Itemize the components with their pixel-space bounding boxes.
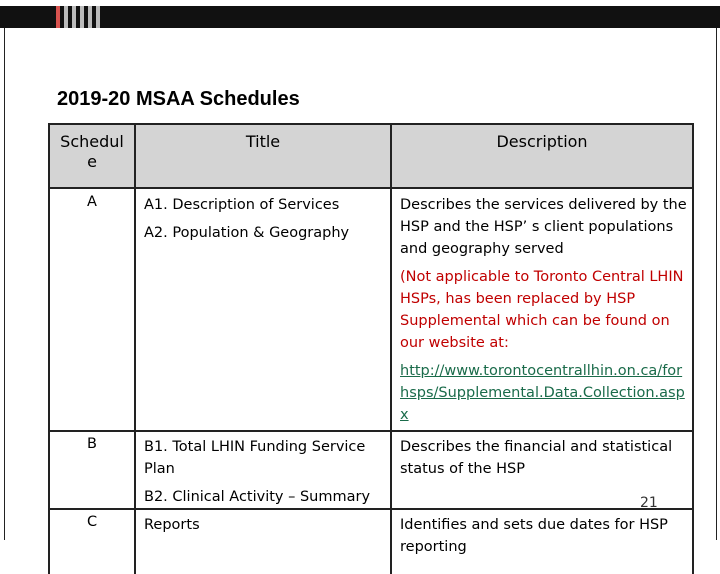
title-line: A1. Description of Services — [144, 197, 340, 213]
top-banner — [0, 0, 720, 28]
header-description: Description — [391, 124, 693, 188]
table-row — [49, 509, 693, 574]
slide-title: 2019-20 MSAA Schedules — [57, 88, 300, 110]
banner-bar — [0, 6, 720, 28]
description-text: Describes the financial and statistical status of the HSP — [400, 439, 673, 477]
stripe — [72, 6, 76, 28]
page-number: 21 — [640, 495, 658, 511]
left-rule — [4, 28, 5, 540]
title-cell — [135, 431, 391, 509]
title-line: Reports — [144, 517, 200, 533]
title-line: B2. Clinical Activity – Summary — [144, 489, 371, 505]
header-title: Title — [135, 124, 391, 188]
description-cell — [391, 188, 693, 431]
schedule-cell: B — [49, 431, 135, 509]
schedules-table — [48, 123, 694, 574]
schedule-cell: A — [49, 188, 135, 431]
title-line: B1. Total LHIN Funding Service Plan — [144, 439, 366, 477]
stripe — [64, 6, 68, 28]
description-text: Describes the services delivered by the HSP and the HSP’ s client populations and geography served — [400, 197, 687, 257]
description-cell — [391, 509, 693, 574]
stripe — [96, 6, 100, 28]
stripe — [56, 6, 60, 28]
stripe — [88, 6, 92, 28]
title-cell — [135, 509, 391, 574]
table-row — [49, 188, 693, 431]
table-row — [49, 431, 693, 509]
supplemental-data-link[interactable]: http://www.torontocentrallhin.on.ca/forhsps/Supplemental.Data.Collection.aspx — [400, 363, 685, 423]
banner-stripes — [56, 6, 100, 28]
schedule-cell: C — [49, 509, 135, 574]
stripe — [80, 6, 84, 28]
title-cell — [135, 188, 391, 431]
header-schedule: Schedul e — [49, 124, 135, 188]
description-text: Identifies and sets due dates for HSP reporting — [400, 517, 668, 555]
table-header-row — [49, 124, 693, 188]
right-rule — [716, 28, 717, 540]
note-text: (Not applicable to Toronto Central LHIN HSPs, has been replaced by HSP Supplemental which can be found on our website at: — [400, 269, 684, 351]
title-line: A2. Population & Geography — [144, 225, 350, 241]
